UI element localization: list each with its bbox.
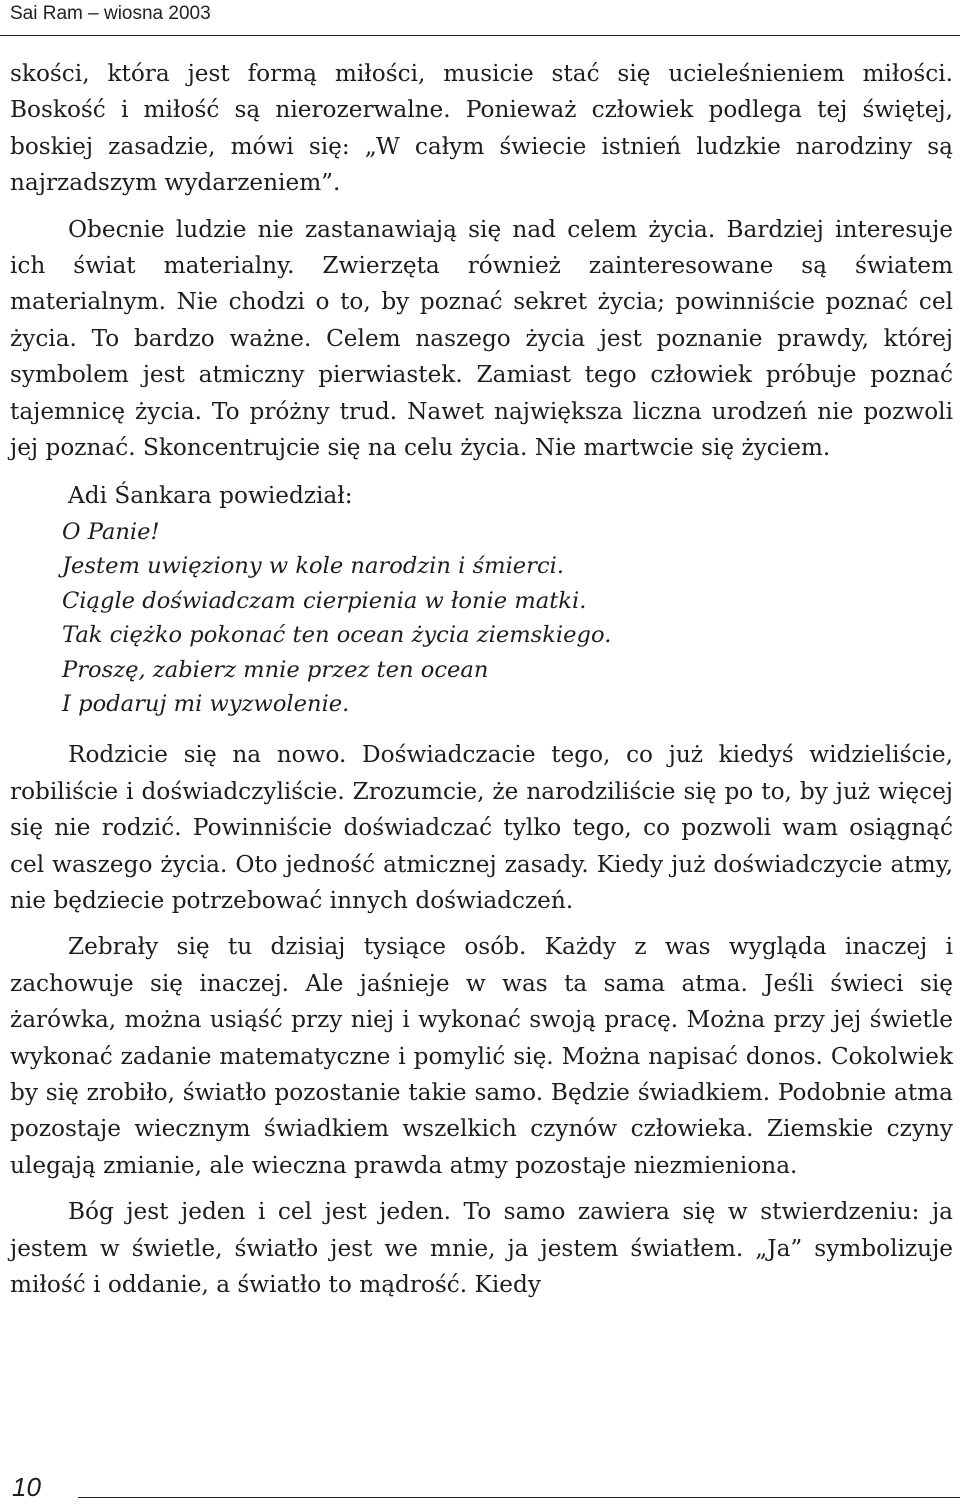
- poem-intro: Adi Śankara powiedział:: [68, 482, 353, 510]
- poem-line: Tak ciężko pokonać ten ocean życia ziemskiego.: [62, 622, 612, 649]
- body-text: [10, 56, 953, 1303]
- footer-rule: [78, 1497, 960, 1498]
- poem: [62, 515, 953, 721]
- poem-line: I podaruj mi wyzwolenie.: [62, 690, 350, 717]
- paragraph-4: Zebrały się tu dzisiaj tysiące osób. Każdy z was wygląda inaczej i zachowuje się inaczej. Ale jaśnieje w was ta sama atma. Jeśli świeci się żarówka, można usiąść przy niej i wykonać swoją pracę. Można przy jej świetle wykonać zadanie matematyczne i pomylić się. Można napisać donos. Cokolwiek by się zrobiło, światło pozostanie takie samo. Będzie świadkiem. Podobnie atma pozostaje wiecznym świadkiem wszelkich czynów człowieka. Ziemskie czyny ulegają zmianie, ale wieczna prawda atmy pozostaje niezmieniona.: [10, 933, 953, 1179]
- paragraph-3: Rodzicie się na nowo. Doświadczacie tego, co już kiedyś widzieliście, robiliście i doświadczyliście. Zrozumcie, że narodziliście się po to, by już więcej się nie rodzić. Powinniście doświadczać tylko tego, co pozwoli wam osiągnąć cel waszego życia. Oto jedność atmicznej zasady. Kiedy już doświadczycie atmy, nie będziecie potrzebować innych doświadczeń.: [10, 741, 953, 914]
- page-number: 10: [12, 1472, 41, 1502]
- paragraph-5: Bóg jest jeden i cel jest jeden. To samo zawiera się w stwierdzeniu: ja jestem w świetle, światło jest we mnie, ja jestem światłem. „Ja” symbolizuje miłość i oddanie, a światło to mądrość. Kiedy: [10, 1198, 953, 1298]
- poem-line: Proszę, zabierz mnie przez ten ocean: [62, 656, 489, 683]
- running-header: Sai Ram – wiosna 2003: [10, 3, 211, 24]
- poem-line: Jestem uwięziony w kole narodzin i śmierci.: [62, 553, 565, 580]
- poem-line: O Panie!: [62, 518, 160, 545]
- paragraph-2: Obecnie ludzie nie zastanawiają się nad celem życia. Bardziej interesuje ich świat materialny. Zwierzęta również zainteresowane są światem materialnym. Nie chodzi o to, by poznać sekret życia; powinniście poznać cel życia. To bardzo ważne. Celem naszego życia jest poznanie prawdy, której symbolem jest atmiczny pierwiastek. Zamiast tego człowiek próbuje poznać tajemnicę życia. To próżny trud. Nawet największa liczna urodzeń nie pozwoli jej poznać. Skoncentrujcie się na celu życia. Nie martwcie się życiem.: [10, 215, 953, 462]
- paragraph-1: skości, która jest formą miłości, musicie stać się ucieleśnieniem miłości. Boskość i miłość są nierozerwalne. Ponieważ człowiek podlega tej świętej, boskiej zasadzie, mówi się: „W całym świecie istnień ludzkie narodziny są najrzadszym wydarzeniem”.: [10, 60, 953, 197]
- poem-line: Ciągle doświadczam cierpienia w łonie matki.: [62, 587, 587, 614]
- header-rule: [0, 35, 960, 36]
